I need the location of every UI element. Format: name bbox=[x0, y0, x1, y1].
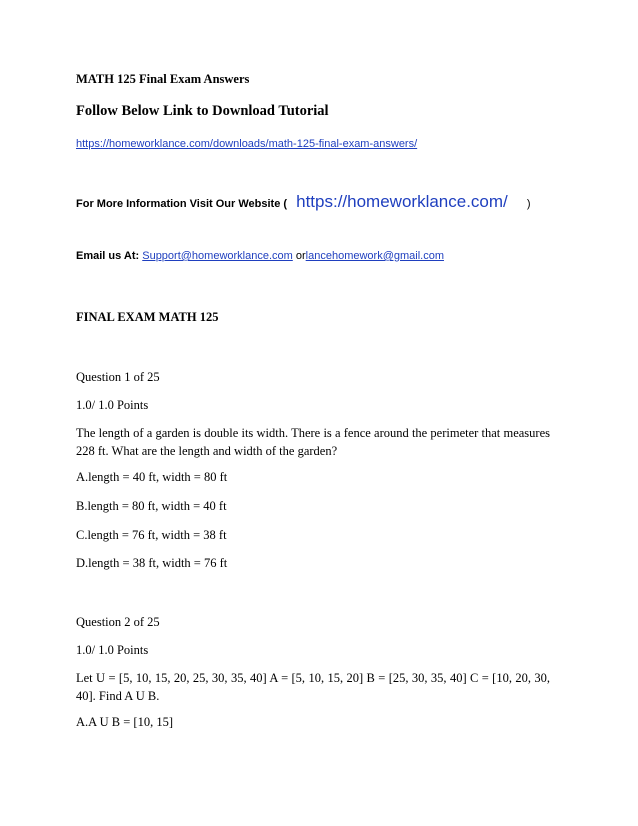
question-1-header: Question 1 of 25 bbox=[76, 370, 160, 384]
question-2-option-a[interactable]: A.A U B = [10, 15] bbox=[76, 715, 173, 729]
lance-email-link[interactable]: lancehomework@gmail.com bbox=[305, 250, 444, 262]
email-line bbox=[76, 250, 444, 262]
tutorial-link[interactable]: https://homeworklance.com/downloads/math-125-final-exam-answers/ bbox=[76, 138, 418, 150]
question-1-text: The length of a garden is double its width. There is a fence around the perimeter that measures 228 ft. What are the length and width of the garden? bbox=[76, 426, 550, 458]
support-email-link[interactable]: Support@homeworklance.com bbox=[142, 250, 293, 262]
question-2-points: 1.0/ 1.0 Points bbox=[76, 643, 149, 657]
email-prefix: Email us At: bbox=[76, 250, 140, 262]
question-1-option-d[interactable]: D.length = 38 ft, width = 76 ft bbox=[76, 556, 228, 570]
email-or: or bbox=[295, 250, 306, 262]
question-1-option-c[interactable]: C.length = 76 ft, width = 38 ft bbox=[76, 528, 227, 542]
question-1-points: 1.0/ 1.0 Points bbox=[76, 398, 149, 412]
question-2-header: Question 2 of 25 bbox=[76, 615, 160, 629]
exam-heading: FINAL EXAM MATH 125 bbox=[76, 310, 219, 324]
follow-heading: Follow Below Link to Download Tutorial bbox=[76, 103, 329, 119]
more-info-line bbox=[76, 192, 531, 212]
question-2-text: Let U = [5, 10, 15, 20, 25, 30, 35, 40] A = [5, 10, 15, 20] B = [25, 30, 35, 40] C = [10, 20, 30, 40]. Find A U B. bbox=[76, 671, 550, 703]
more-info-suffix: ) bbox=[526, 198, 531, 210]
more-info-prefix: For More Information Visit Our Website ( bbox=[76, 198, 288, 210]
document-title: MATH 125 Final Exam Answers bbox=[76, 72, 250, 86]
question-1-option-a[interactable]: A.length = 40 ft, width = 80 ft bbox=[76, 470, 228, 484]
question-1-option-b[interactable]: B.length = 80 ft, width = 40 ft bbox=[76, 499, 227, 513]
website-link[interactable]: https://homeworklance.com/ bbox=[296, 192, 508, 211]
